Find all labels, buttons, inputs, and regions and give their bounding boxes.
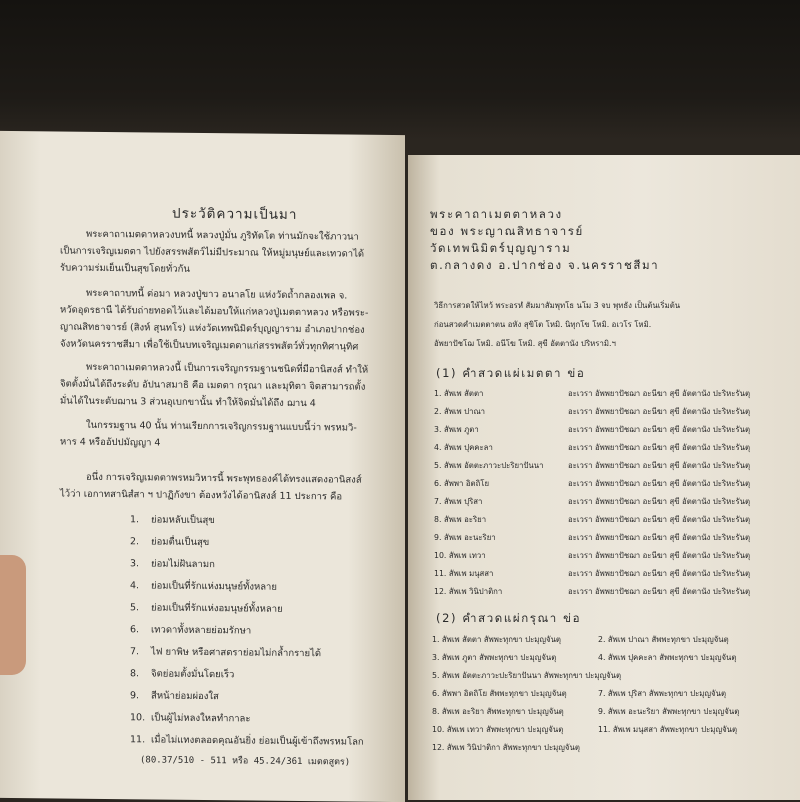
row-number: 2. xyxy=(434,407,442,416)
header-line: วัดเทพนิมิตร์บุญญาราม xyxy=(430,241,572,255)
item-number: 2. xyxy=(130,536,140,548)
row-name: สัพเพ ปุริสา xyxy=(443,497,483,506)
row-text: อะเวรา อัพพยาปัชฌา อะนีฆา สุขี อัตตานัง ปะริหะรันตุ xyxy=(568,515,751,524)
row-text: อะเวรา อัพพยาปัชฌา อะนีฆา สุขี อัตตานัง ปะริหะรันตุ xyxy=(568,443,751,452)
section-title: (1) คำสวดแผ่เมตตา ข่อ xyxy=(436,366,586,380)
paragraph-line: จิตตั้งมั่นได้ถึงระดับ อัปนาสมาธิ คือ เมตตา กรุณา และมุทิตา จิตสามารถตั้ง xyxy=(60,378,366,393)
table-row xyxy=(434,550,486,561)
table-row xyxy=(434,442,493,453)
row-number: 5. xyxy=(434,461,442,470)
table-row xyxy=(434,406,485,417)
row-text: อะเวรา อัพพยาปัชฌา อะนีฆา สุขี อัตตานัง ปะริหะรันตุ xyxy=(568,407,751,416)
row-name: สัพเพ อะนะริยา xyxy=(443,533,496,542)
right-page xyxy=(408,155,800,800)
item-text: ย่อมเป็นที่รักแห่งมนุษย์ทั้งหลาย xyxy=(151,580,277,593)
item-number: 11. xyxy=(130,734,146,746)
item-number: 9. xyxy=(130,690,140,702)
row-cell: 9. สัพเพ อะนะริยา สัพพะทุกขา ปะมุญจันตุ xyxy=(598,707,740,716)
table-row xyxy=(434,586,502,597)
row-name: สัพเพ ภูตา xyxy=(443,425,479,434)
row-cell: 12. สัพเพ วินิปาติกา สัพพะทุกขา ปะมุญจันตุ xyxy=(432,743,580,752)
paragraph-line: ญาณสิทธาจารย์ (สิงห์ สุนทโร) แห่งวัดเทพนิมิตร์บุญญาราม อำเภอปากช่อง xyxy=(60,321,365,336)
row-cell: 8. สัพเพ อะริยา สัพพะทุกขา ปะมุญจันตุ xyxy=(432,707,564,716)
item-text: เมื่อไม่แทงตลอดคุณอันยิ่ง ย่อมเป็นผู้เข้าถึงพรหมโลก xyxy=(151,734,364,748)
row-cell: 10. สัพเพ เทวา สัพพะทุกขา ปะมุญจันตุ xyxy=(432,725,564,734)
reference-citation: (80.37/510 - 511 หรือ 45.24/361 เมตตสูตร) xyxy=(140,755,351,768)
paragraph-line: จังหวัดนครราชสีมา เพื่อใช้เป็นบทเจริญเมตตาแก่สรรพสัตว์ทั่วทุกทิศานุทิศ xyxy=(60,338,359,353)
row-text: อะเวรา อัพพยาปัชฌา อะนีฆา สุขี อัตตานัง ปะริหะรันตุ xyxy=(568,425,751,434)
header-line: พระคาถาเมตตาหลวง xyxy=(430,207,563,221)
item-text: ย่อมเป็นที่รักแห่งอมนุษย์ทั้งหลาย xyxy=(151,602,283,615)
paragraph-line: อนึ่ง การเจริญเมตตาพรหมวิหารนี้ พระพุทธองค์ได้ทรงแสดงอานิสงส์ xyxy=(86,471,362,486)
item-text: ย่อมหลับเป็นสุข xyxy=(151,514,215,527)
header-line: ต.กลางดง อ.ปากช่อง จ.นครราชสีมา xyxy=(430,258,660,272)
list-item xyxy=(130,514,215,527)
item-number: 4. xyxy=(130,580,140,592)
list-item xyxy=(130,668,234,681)
table-row xyxy=(434,568,493,579)
list-item xyxy=(130,624,251,637)
list-item xyxy=(130,558,215,571)
row-number: 11. xyxy=(434,569,447,578)
row-number: 3. xyxy=(434,425,442,434)
row-number: 10. xyxy=(434,551,447,560)
item-text: เป็นผู้ไม่หลงใหลทำกาละ xyxy=(151,712,251,725)
paragraph-line: ในกรรมฐาน 40 นั้น ท่านเรียกการเจริญกรรมฐานแบบนี้ว่า พรหมวิ- xyxy=(86,419,357,434)
row-name: สัพเพ วินิปาติกา xyxy=(448,587,503,596)
list-item xyxy=(130,690,219,703)
table-row xyxy=(434,514,486,525)
paragraph-line: รับความร่มเย็นเป็นสุขโดยทั่วกัน xyxy=(60,262,190,275)
row-name: สัพเพ ปุคคะลา xyxy=(443,443,493,452)
row-number: 9. xyxy=(434,533,442,542)
row-name: สัพเพ อะริยา xyxy=(443,515,487,524)
item-number: 5. xyxy=(130,602,140,614)
row-number: 12. xyxy=(434,587,447,596)
table-row xyxy=(434,532,496,543)
row-name: สัพเพ สัตตา xyxy=(443,389,484,398)
page-title: ประวัติความเป็นมา xyxy=(172,205,298,223)
row-number: 4. xyxy=(434,443,442,452)
paragraph-line: พระคาถาบทนี้ ต่อมา หลวงปู่ขาว อนาลโย แห่งวัดถ้ำกลองเพล จ. xyxy=(86,287,348,302)
row-cell: 11. สัพเพ มนุสสา สัพพะทุกขา ปะมุญจันตุ xyxy=(598,725,738,734)
row-name: สัพพา อิตถิโย xyxy=(443,479,490,488)
item-number: 8. xyxy=(130,668,140,680)
row-cell: 1. สัพเพ สัตตา สัพพะทุกขา ปะมุญจันตุ xyxy=(432,635,561,644)
row-cell: 7. สัพเพ ปุริสา สัพพะทุกขา ปะมุญจันตุ xyxy=(598,689,727,698)
paragraph-line: มั่นได้ในระดับฌาน 3 ส่วนอุเบกขานั้น ทำให้จิตมั่นได้ถึง ฌาน 4 xyxy=(60,395,316,410)
row-cell: 2. สัพเพ ปาณา สัพพะทุกขา ปะมุญจันตุ xyxy=(598,635,729,644)
list-item xyxy=(130,580,277,594)
list-item xyxy=(130,734,364,748)
table-row xyxy=(434,424,479,435)
row-name: สัพเพ เทวา xyxy=(448,551,486,560)
item-text: สีหน้าย่อมผ่องใส xyxy=(151,690,219,703)
row-text: อะเวรา อัพพยาปัชฌา อะนีฆา สุขี อัตตานัง ปะริหะรันตุ xyxy=(568,461,751,470)
header-line: ของ พระญาณสิทธาจารย์ xyxy=(430,224,584,238)
row-number: 6. xyxy=(434,479,442,488)
row-number: 8. xyxy=(434,515,442,524)
paragraph-line: พระคาถาเมตตาหลวงนี้ เป็นการเจริญกรรมฐานชนิดที่มีอานิสงส์ ทำให้ xyxy=(86,361,369,376)
item-text: ไฟ ยาพิษ หรือศาสตราย่อมไม่กล้ำกรายได้ xyxy=(151,646,322,660)
row-text: อะเวรา อัพพยาปัชฌา อะนีฆา สุขี อัตตานัง ปะริหะรันตุ xyxy=(568,569,751,578)
background-shadow xyxy=(0,0,800,140)
row-cell: 3. สัพเพ ภูตา สัพพะทุกขา ปะมุญจันตุ xyxy=(432,653,557,662)
row-cell: 6. สัพพา อิตถิโย สัพพะทุกขา ปะมุญจันตุ xyxy=(432,689,567,698)
row-text: อะเวรา อัพพยาปัชฌา อะนีฆา สุขี อัตตานัง ปะริหะรันตุ xyxy=(568,389,751,398)
row-text: อะเวรา อัพพยาปัชฌา อะนีฆา สุขี อัตตานัง ปะริหะรันตุ xyxy=(568,479,751,488)
item-text: จิตย่อมตั้งมั่นโดยเร็ว xyxy=(151,668,235,681)
list-item xyxy=(130,646,321,660)
item-text: ย่อมตื่นเป็นสุข xyxy=(151,536,210,549)
row-text: อะเวรา อัพพยาปัชฌา อะนีฆา สุขี อัตตานัง ปะริหะรันตุ xyxy=(568,497,751,506)
intro-line: ก่อนสวดคำเมตตาตน อหัง สุขิโต โหมิ. นิทุกโข โหมิ. อเวโร โหมิ. xyxy=(434,320,652,329)
list-item xyxy=(130,602,283,616)
table-row xyxy=(434,496,482,507)
item-number: 3. xyxy=(130,558,140,570)
intro-line: อัพยาปัชโฌ โหมิ. อนีโฆ โหมิ. สุขี อัตตานัง ปริหรามิ.ฯ xyxy=(434,339,616,348)
paragraph-line: ไว้ว่า เอกาทสานิสํสา ฯ ปาฏิกังขา ต้องหวังได้อานิสงส์ 11 ประการ คือ xyxy=(60,488,343,503)
table-row xyxy=(434,460,543,471)
paragraph-line: พระคาถาเมตตาหลวงบทนี้ หลวงปู่มั่น ภูริทัตโต ท่านมักจะใช้ภาวนา xyxy=(86,228,359,243)
intro-line: วิธีการสวดให้ไหว้ พระอรหํ สัมมาสัมพุทโธ นโม 3 จบ พุทธัง เป็นต้นเริ่มต้น xyxy=(434,301,681,310)
paragraph-line: หาร 4 หรืออัปปมัญญา 4 xyxy=(60,436,161,449)
list-item xyxy=(130,712,250,725)
table-row xyxy=(434,388,483,399)
row-text: อะเวรา อัพพยาปัชฌา อะนีฆา สุขี อัตตานัง ปะริหะรันตุ xyxy=(568,533,751,542)
section-title: (2) คำสวดแผ่กรุณา ข่อ xyxy=(436,611,582,625)
row-text: อะเวรา อัพพยาปัชฌา อะนีฆา สุขี อัตตานัง ปะริหะรันตุ xyxy=(568,587,751,596)
item-number: 10. xyxy=(130,712,146,724)
row-name: สัพเพ อัตตะภาวะปะริยาปันนา xyxy=(443,461,544,470)
row-name: สัพเพ ปาณา xyxy=(443,407,486,416)
table-row xyxy=(434,478,489,489)
item-text: ย่อมไม่ฝันลามก xyxy=(151,558,215,571)
row-name: สัพเพ มนุสสา xyxy=(448,569,494,578)
row-number: 7. xyxy=(434,497,442,506)
row-text: อะเวรา อัพพยาปัชฌา อะนีฆา สุขี อัตตานัง ปะริหะรันตุ xyxy=(568,551,751,560)
item-number: 1. xyxy=(130,514,140,526)
paragraph-line: หวัดอุดรธานี ได้รับถ่ายทอดไว้และได้มอบให้แก่หลวงปู่เมตตาหลวง หรือพระ- xyxy=(60,304,369,319)
item-number: 6. xyxy=(130,624,140,636)
paragraph-line: เป็นการเจริญเมตตา ไปยังสรรพสัตว์ไม่มีประมาณ ให้หมู่มนุษย์และเทวดาได้ xyxy=(60,245,365,260)
item-number: 7. xyxy=(130,646,140,658)
row-cell: 4. สัพเพ ปุคคะลา สัพพะทุกขา ปะมุญจันตุ xyxy=(598,653,737,662)
item-text: เทวดาทั้งหลายย่อมรักษา xyxy=(151,624,252,637)
row-cell: 5. สัพเพ อัตตะภาวะปะริยาปันนา สัพพะทุกขา ปะมุญจันตุ xyxy=(432,671,622,680)
row-number: 1. xyxy=(434,389,442,398)
list-item xyxy=(130,536,209,549)
thumb xyxy=(0,555,26,675)
left-page xyxy=(0,131,405,802)
